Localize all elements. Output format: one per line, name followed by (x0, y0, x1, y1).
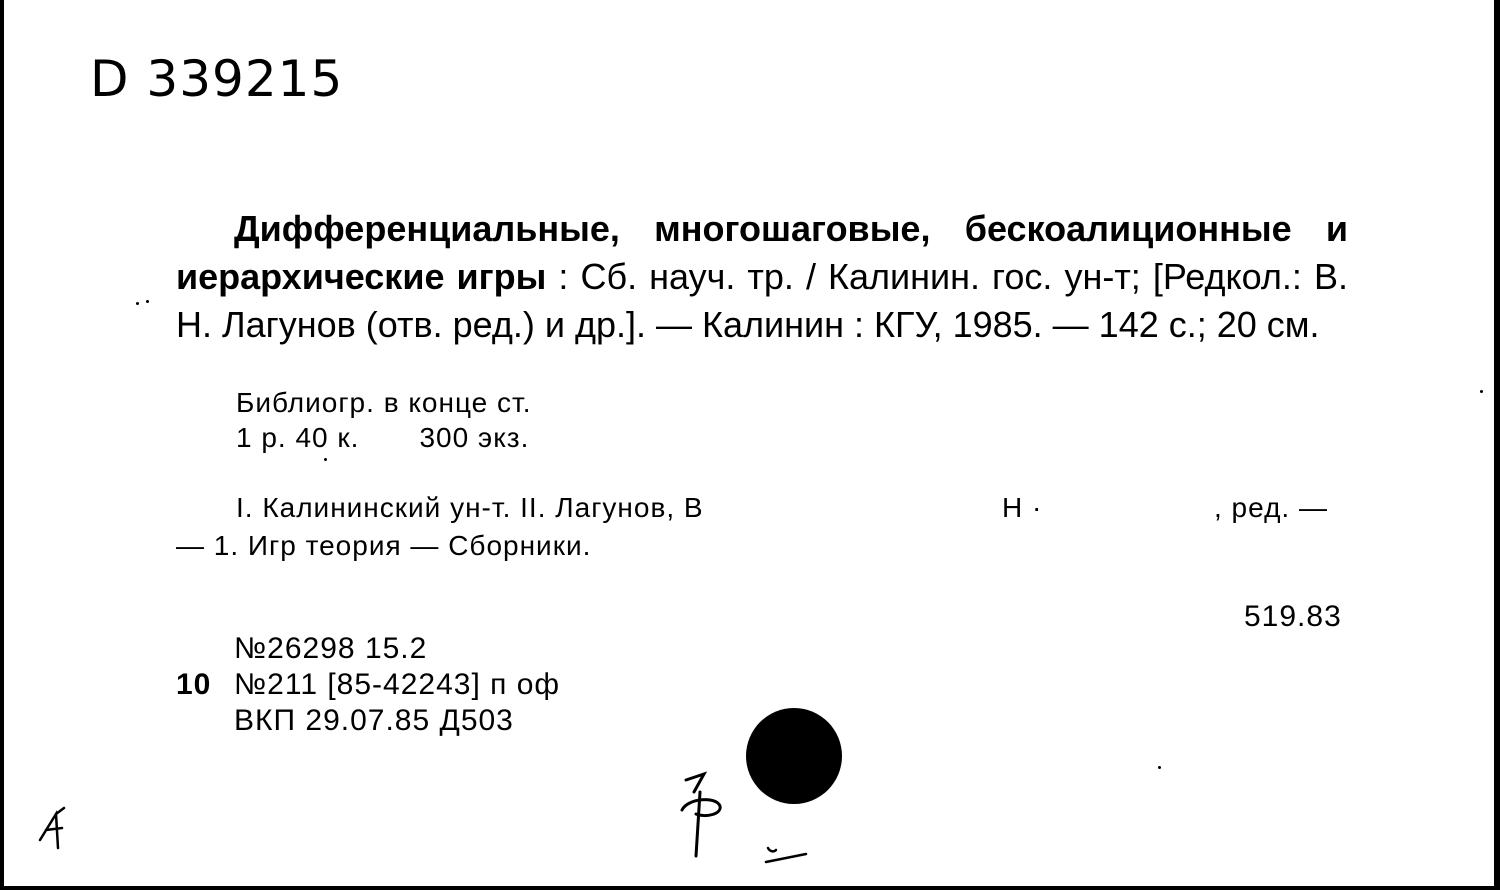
speck (146, 300, 149, 303)
tracing-line-2: — 1. Игр теория — Сборники. (176, 530, 592, 561)
tracing-line-1b: Н · (1002, 492, 1043, 523)
accession-line-1: №26298 15.2 (234, 632, 428, 665)
speck (1480, 390, 1483, 393)
price: 1 р. 40 к. (236, 422, 360, 453)
handwritten-dash (756, 840, 816, 870)
shelfmark: D 339215 (90, 50, 344, 108)
tracing-line-1c: , ред. — (1214, 492, 1328, 523)
accession-line-2 (176, 668, 560, 702)
price-and-copies (236, 422, 529, 454)
speck (324, 458, 327, 461)
bibliography-note: Библиогр. в конце ст. (236, 387, 532, 418)
accession-count: 10 (176, 668, 212, 701)
speck (136, 302, 139, 305)
classification-number: 519.83 (1244, 600, 1342, 633)
ink-blot (746, 708, 842, 804)
handwritten-mark-left (34, 800, 74, 856)
work-title: Дифференциальные, многошаговые, бескоалиционные и иерархические игры (176, 208, 1348, 297)
publication-details: : Сб. науч. тр. / Калинин. гос. ун-т; [Редкол.: В. Н. Лагунов (отв. ред.) и др.]. — Калинин : КГУ, 1985. — 142 с.; 20 см. (176, 256, 1348, 345)
tracing-line-1a: I. Калининский ун-т. II. Лагунов, В (236, 492, 704, 523)
accession-details: №211 [85-42243] п оф (234, 668, 561, 701)
copies: 300 экз. (419, 422, 530, 453)
speck (1158, 766, 1161, 769)
handwritten-mark-center (676, 770, 732, 860)
bibliographic-entry (176, 205, 1348, 349)
accession-line-3: ВКП 29.07.85 Д503 (234, 704, 514, 737)
